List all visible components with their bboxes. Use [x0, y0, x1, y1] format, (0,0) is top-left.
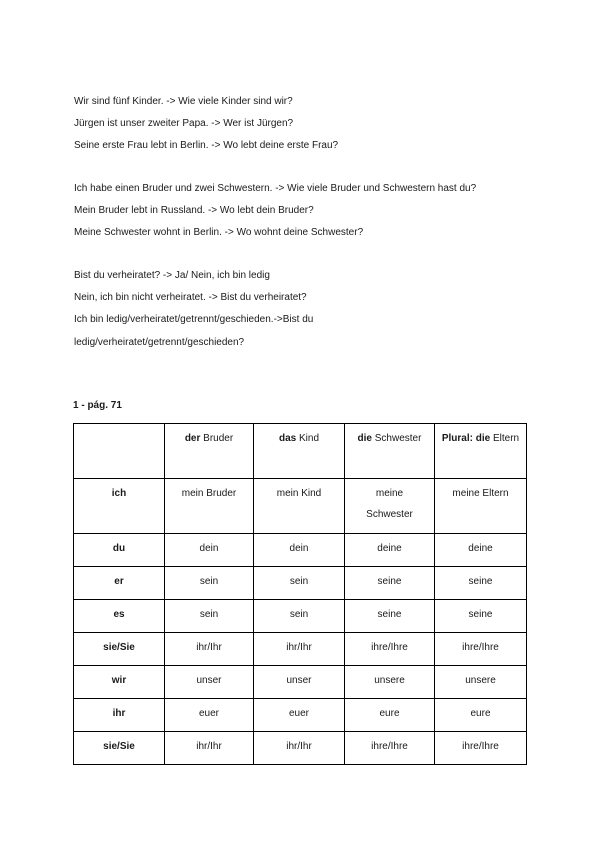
table-row: [74, 666, 527, 699]
table-cell: sein: [254, 567, 345, 600]
table-cell: unser: [254, 666, 345, 699]
text-line: Wir sind fünf Kinder. -> Wie viele Kinder sind wir?: [74, 96, 293, 107]
table-row: [74, 732, 527, 765]
table-cell: deine: [345, 534, 435, 567]
article-label: die: [357, 433, 372, 444]
pronoun-cell: er: [74, 567, 165, 600]
text-line: Ich habe einen Bruder und zwei Schwestern. -> Wie viele Bruder und Schwestern hast du?: [74, 183, 477, 194]
text-line: Meine Schwester wohnt in Berlin. -> Wo wohnt deine Schwester?: [74, 227, 364, 239]
noun-label: Bruder: [200, 433, 234, 444]
table-cell: euer: [254, 699, 345, 732]
table-header-cell: [345, 424, 435, 479]
noun-label: Schwester: [371, 433, 422, 444]
table-cell: ihr/Ihr: [254, 732, 345, 765]
table-row: [74, 567, 527, 600]
article-label: der: [184, 433, 201, 444]
table-header-row: [74, 424, 527, 479]
text-line: Seine erste Frau lebt in Berlin. -> Wo lebt deine erste Frau?: [74, 140, 339, 152]
table-cell: unsere: [435, 666, 527, 699]
possessive-pronoun-table: [73, 423, 527, 765]
pronoun-cell: sie/Sie: [74, 732, 165, 765]
paragraph-family-intro: [74, 91, 554, 158]
pronoun-cell: ihr: [74, 699, 165, 732]
noun-label: Kind: [296, 433, 320, 444]
table-cell: deine: [435, 534, 527, 567]
table-cell: ihre/Ihre: [345, 732, 435, 765]
table-cell: seine: [345, 567, 435, 600]
table-cell: meine Eltern: [435, 479, 527, 534]
table-row: [74, 534, 527, 567]
text-line: Jürgen ist unser zweiter Papa. -> Wer ist Jürgen?: [74, 118, 294, 130]
table-cell: sein: [254, 600, 345, 633]
table-cell: dein: [165, 534, 254, 567]
text-line: Ich bin ledig/verheiratet/getrennt/geschieden.->Bist du: [74, 314, 314, 326]
noun-label: Eltern: [490, 433, 520, 444]
table-row: [74, 479, 527, 534]
pronoun-cell: sie/Sie: [74, 633, 165, 666]
table-cell: sein: [165, 567, 254, 600]
table-cell: sein: [165, 600, 254, 633]
paragraph-siblings: [74, 178, 554, 245]
table-header-cell: [165, 424, 254, 479]
pronoun-cell: ich: [74, 479, 165, 534]
table-cell: dein: [254, 534, 345, 567]
table-cell: euer: [165, 699, 254, 732]
table-cell: unser: [165, 666, 254, 699]
pronoun-cell: es: [74, 600, 165, 633]
table-header-cell: [254, 424, 345, 479]
table-cell: seine: [435, 600, 527, 633]
table-cell: eure: [345, 699, 435, 732]
table-cell: ihr/Ihr: [165, 732, 254, 765]
table-cell: mein Bruder: [165, 479, 254, 534]
table-row: [74, 633, 527, 666]
table-cell: ihre/Ihre: [435, 732, 527, 765]
text-line: Mein Bruder lebt in Russland. -> Wo lebt dein Bruder?: [74, 205, 314, 217]
pronoun-cell: wir: [74, 666, 165, 699]
table-row: [74, 699, 527, 732]
table-cell: ihr/Ihr: [254, 633, 345, 666]
paragraph-marital-status: [74, 265, 554, 354]
table-row: [74, 600, 527, 633]
table-cell: ihr/Ihr: [165, 633, 254, 666]
table-cell: seine: [435, 567, 527, 600]
table-cell: meine Schwester: [345, 479, 435, 534]
pronoun-cell: du: [74, 534, 165, 567]
table-cell: ihre/Ihre: [345, 633, 435, 666]
table-cell: eure: [435, 699, 527, 732]
text-line: Nein, ich bin nicht verheiratet. -> Bist du verheiratet?: [74, 292, 307, 304]
text-line: Bist du verheiratet? -> Ja/ Nein, ich bin ledig: [74, 270, 270, 281]
text-line: ledig/verheiratet/getrennt/geschieden?: [74, 336, 245, 348]
table-header-cell: [435, 424, 527, 479]
table-cell: seine: [345, 600, 435, 633]
article-label: Plural: die: [441, 433, 491, 444]
exercise-heading: 1 - pág. 71: [73, 400, 122, 411]
table-cell: ihre/Ihre: [435, 633, 527, 666]
table-cell: unsere: [345, 666, 435, 699]
article-label: das: [278, 433, 297, 444]
table-corner-cell: [74, 424, 165, 479]
table-cell: mein Kind: [254, 479, 345, 534]
